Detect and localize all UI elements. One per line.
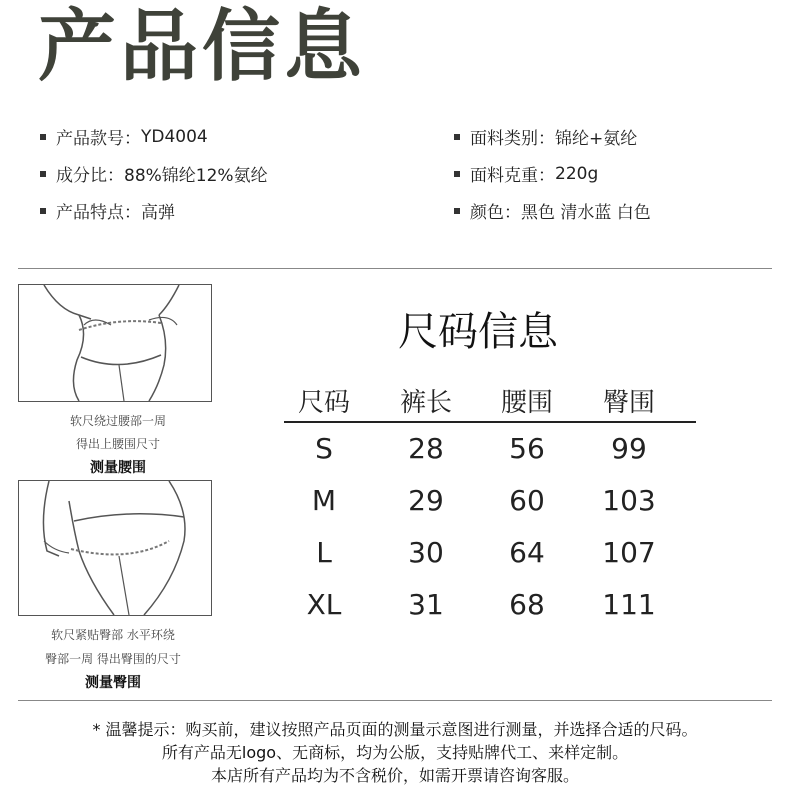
cell-waist: 60: [509, 484, 545, 517]
hip-caption-1: 软尺紧贴臀部 水平环绕: [51, 628, 175, 642]
info-value: 220g: [555, 163, 599, 184]
table-header-hip: 臀围: [602, 388, 655, 418]
info-value: 88%锦纶12%氨纶: [124, 166, 268, 186]
bullet-icon: [40, 134, 46, 140]
bullet-icon: [40, 171, 46, 177]
cell-size: M: [311, 484, 337, 517]
cell-length: 28: [408, 432, 444, 465]
table-header-line: [284, 421, 696, 423]
hip-measure-illustration: [18, 480, 212, 616]
cell-waist: 56: [509, 432, 545, 465]
waist-body-icon: [19, 285, 211, 401]
info-value: YD4004: [141, 126, 208, 147]
info-value: 锦纶+氨纶: [555, 129, 638, 149]
info-label: 产品特点：: [56, 203, 141, 223]
info-label: 面料克重：: [470, 166, 555, 186]
table-header-length: 裤长: [399, 388, 452, 418]
section-divider: [18, 268, 772, 269]
bullet-icon: [454, 208, 460, 214]
size-title: 尺码信息: [398, 309, 558, 355]
info-composition: [40, 161, 268, 186]
info-label: 成分比：: [56, 166, 124, 186]
bullet-icon: [454, 134, 460, 140]
info-label: 颜色：: [470, 203, 521, 223]
notice-line-1: * 温馨提示：购买前，建议按照产品页面的测量示意图进行测量，并选择合适的尺码。: [92, 720, 698, 739]
cell-waist: 64: [509, 536, 545, 569]
cell-hip: 99: [611, 432, 647, 465]
notice-line-3: 本店所有产品均为不含税价，如需开票请咨询客服。: [210, 766, 579, 785]
cell-size: S: [315, 432, 333, 465]
section-divider: [18, 700, 772, 701]
cell-length: 31: [408, 588, 444, 621]
info-value: 高弹: [141, 203, 175, 223]
info-label: 面料类别：: [470, 129, 555, 149]
hip-label: 测量臀围: [85, 675, 141, 691]
cell-size: L: [316, 536, 332, 569]
info-fabric-weight: [454, 161, 598, 186]
waist-caption-2: 得出上腰围尺寸: [75, 437, 160, 451]
table-header-size: 尺码: [297, 388, 350, 418]
cell-length: 30: [408, 536, 444, 569]
cell-waist: 68: [509, 588, 545, 621]
cell-hip: 111: [602, 588, 656, 621]
notice-line-2: 所有产品无logo、无商标，均为公版，支持贴牌代工、来样定制。: [161, 743, 629, 762]
bullet-icon: [454, 171, 460, 177]
cell-size: XL: [306, 588, 342, 621]
bullet-icon: [40, 208, 46, 214]
page-title: 产品信息: [38, 2, 367, 92]
table-header-waist: 腰围: [500, 388, 553, 418]
cell-length: 29: [408, 484, 444, 517]
info-colors: [454, 198, 651, 223]
info-fabric-type: [454, 124, 637, 149]
info-value: 黑色 清水蓝 白色: [521, 203, 651, 223]
waist-measure-illustration: [18, 284, 212, 402]
hip-body-icon: [19, 481, 211, 615]
info-style-number: [40, 124, 208, 149]
cell-hip: 107: [602, 536, 656, 569]
hip-caption-2: 臀部一周 得出臀围的尺寸: [45, 652, 181, 666]
info-features: [40, 198, 175, 223]
cell-hip: 103: [602, 484, 656, 517]
waist-label: 测量腰围: [90, 460, 146, 476]
info-label: 产品款号：: [56, 129, 141, 149]
waist-caption-1: 软尺绕过腰部一周: [69, 414, 166, 428]
